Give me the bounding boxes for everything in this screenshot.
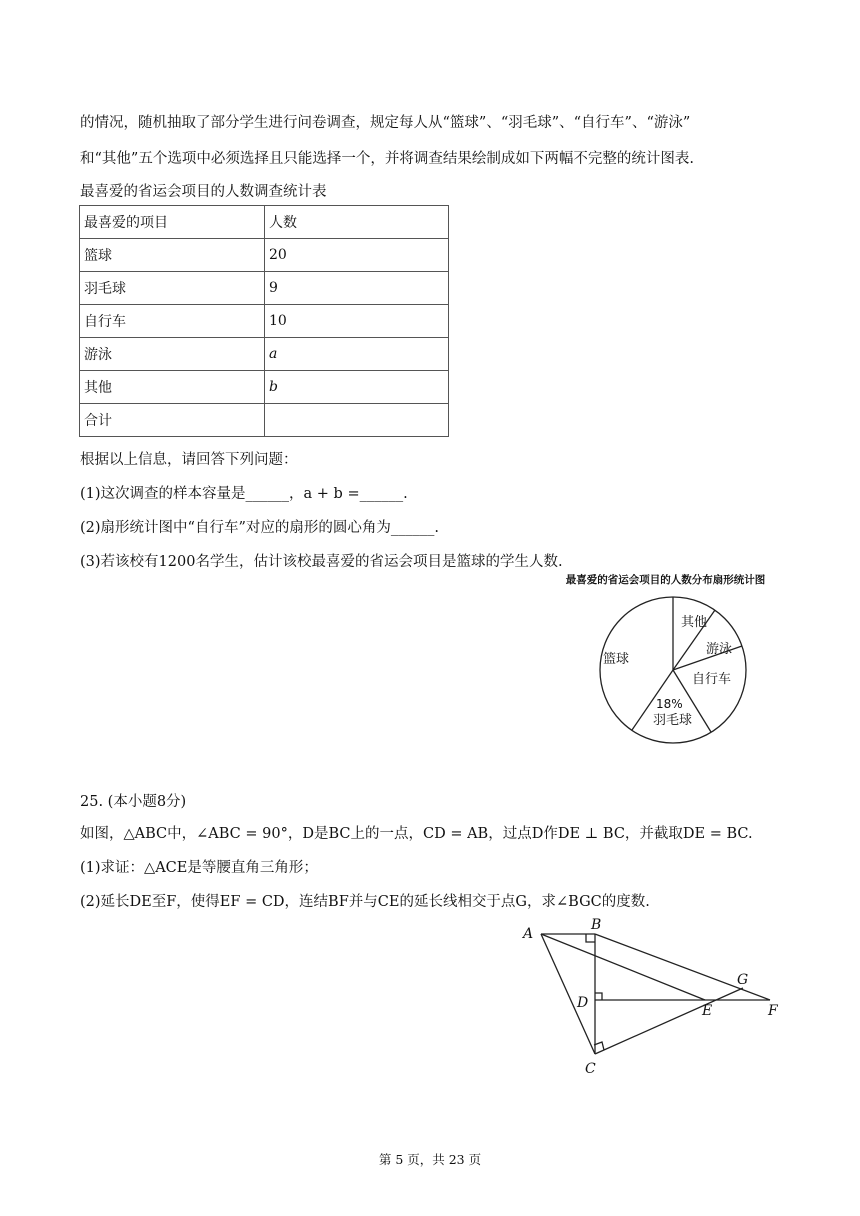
table-header-row bbox=[80, 206, 449, 239]
pie-label-other: 其他 bbox=[681, 615, 708, 630]
table-row bbox=[80, 371, 449, 404]
row-count: a bbox=[265, 338, 449, 371]
table-row bbox=[80, 305, 449, 338]
problem-25-text: 如图，△ABC中，∠ABC = 90°，D是BC上的一点，CD = AB，过点D作DE ⊥ BC，并截取DE = BC. bbox=[80, 826, 753, 842]
row-item: 合计 bbox=[80, 404, 265, 437]
row-count bbox=[265, 404, 449, 437]
page-footer: 第 5 页，共 23 页 bbox=[378, 1152, 482, 1167]
table-row bbox=[80, 338, 449, 371]
pie-label-bike: 自行车 bbox=[692, 672, 732, 687]
pie-title: 最喜爱的省运会项目的人数分布扇形统计图 bbox=[565, 574, 766, 586]
intro-line-2: 和“其他”五个选项中必须选择且只能选择一个，并将调查结果绘制成如下两幅不完整的统计图表. bbox=[80, 151, 694, 167]
point-label-c: C bbox=[585, 1061, 596, 1077]
row-item: 游泳 bbox=[80, 338, 265, 371]
segment-bf bbox=[595, 934, 770, 1000]
point-label-g: G bbox=[737, 972, 749, 988]
segment-cg bbox=[595, 988, 743, 1054]
table-row bbox=[80, 272, 449, 305]
row-count: 9 bbox=[265, 272, 449, 305]
intro-line-1: 的情况，随机抽取了部分学生进行问卷调查，规定每人从“篮球”、“羽毛球”、“自行车”、“游泳” bbox=[80, 115, 691, 131]
question-2: (2)扇形统计图中“自行车”对应的扇形的圆心角为______. bbox=[80, 520, 439, 536]
table-caption: 最喜爱的省运会项目的人数调查统计表 bbox=[80, 184, 327, 200]
problem-25-header: 25. (本小题8分) bbox=[80, 794, 187, 810]
row-item: 自行车 bbox=[80, 305, 265, 338]
pie-label-basketball: 篮球 bbox=[603, 652, 630, 667]
question-1: (1)这次调查的样本容量是______，a + b =______. bbox=[80, 486, 408, 502]
table-row bbox=[80, 404, 449, 437]
right-angle-d bbox=[595, 993, 602, 1000]
question-3: (3)若该校有1200名学生，估计该校最喜爱的省运会项目是篮球的学生人数. bbox=[80, 554, 563, 570]
pie-label-badminton: 羽毛球 bbox=[653, 713, 693, 728]
table-row bbox=[80, 239, 449, 272]
geometry-figure bbox=[515, 918, 790, 1083]
row-count: 10 bbox=[265, 305, 449, 338]
survey-table bbox=[79, 205, 449, 437]
point-label-a: A bbox=[523, 926, 534, 942]
header-count: 人数 bbox=[265, 206, 449, 239]
pie-label-badminton-pct: 18% bbox=[656, 697, 683, 711]
header-item: 最喜爱的项目 bbox=[80, 206, 265, 239]
point-label-b: B bbox=[591, 918, 602, 933]
row-item: 羽毛球 bbox=[80, 272, 265, 305]
point-label-d: D bbox=[577, 995, 589, 1011]
questions-lead: 根据以上信息，请回答下列问题： bbox=[80, 452, 298, 468]
pie-svg bbox=[548, 570, 783, 750]
problem-25-part-2: (2)延长DE至F，使得EF = CD，连结BF并与CE的延长线相交于点G，求∠BGC的度数. bbox=[80, 894, 650, 910]
point-label-e: E bbox=[702, 1003, 713, 1019]
row-item: 其他 bbox=[80, 371, 265, 404]
row-item: 篮球 bbox=[80, 239, 265, 272]
row-count: b bbox=[265, 371, 449, 404]
point-label-f: F bbox=[768, 1003, 778, 1019]
pie-chart bbox=[548, 570, 783, 750]
pie-label-swim: 游泳 bbox=[706, 642, 733, 657]
problem-25-part-1: (1)求证：△ACE是等腰直角三角形； bbox=[80, 860, 318, 876]
right-angle-b bbox=[586, 934, 595, 942]
row-count: 20 bbox=[265, 239, 449, 272]
